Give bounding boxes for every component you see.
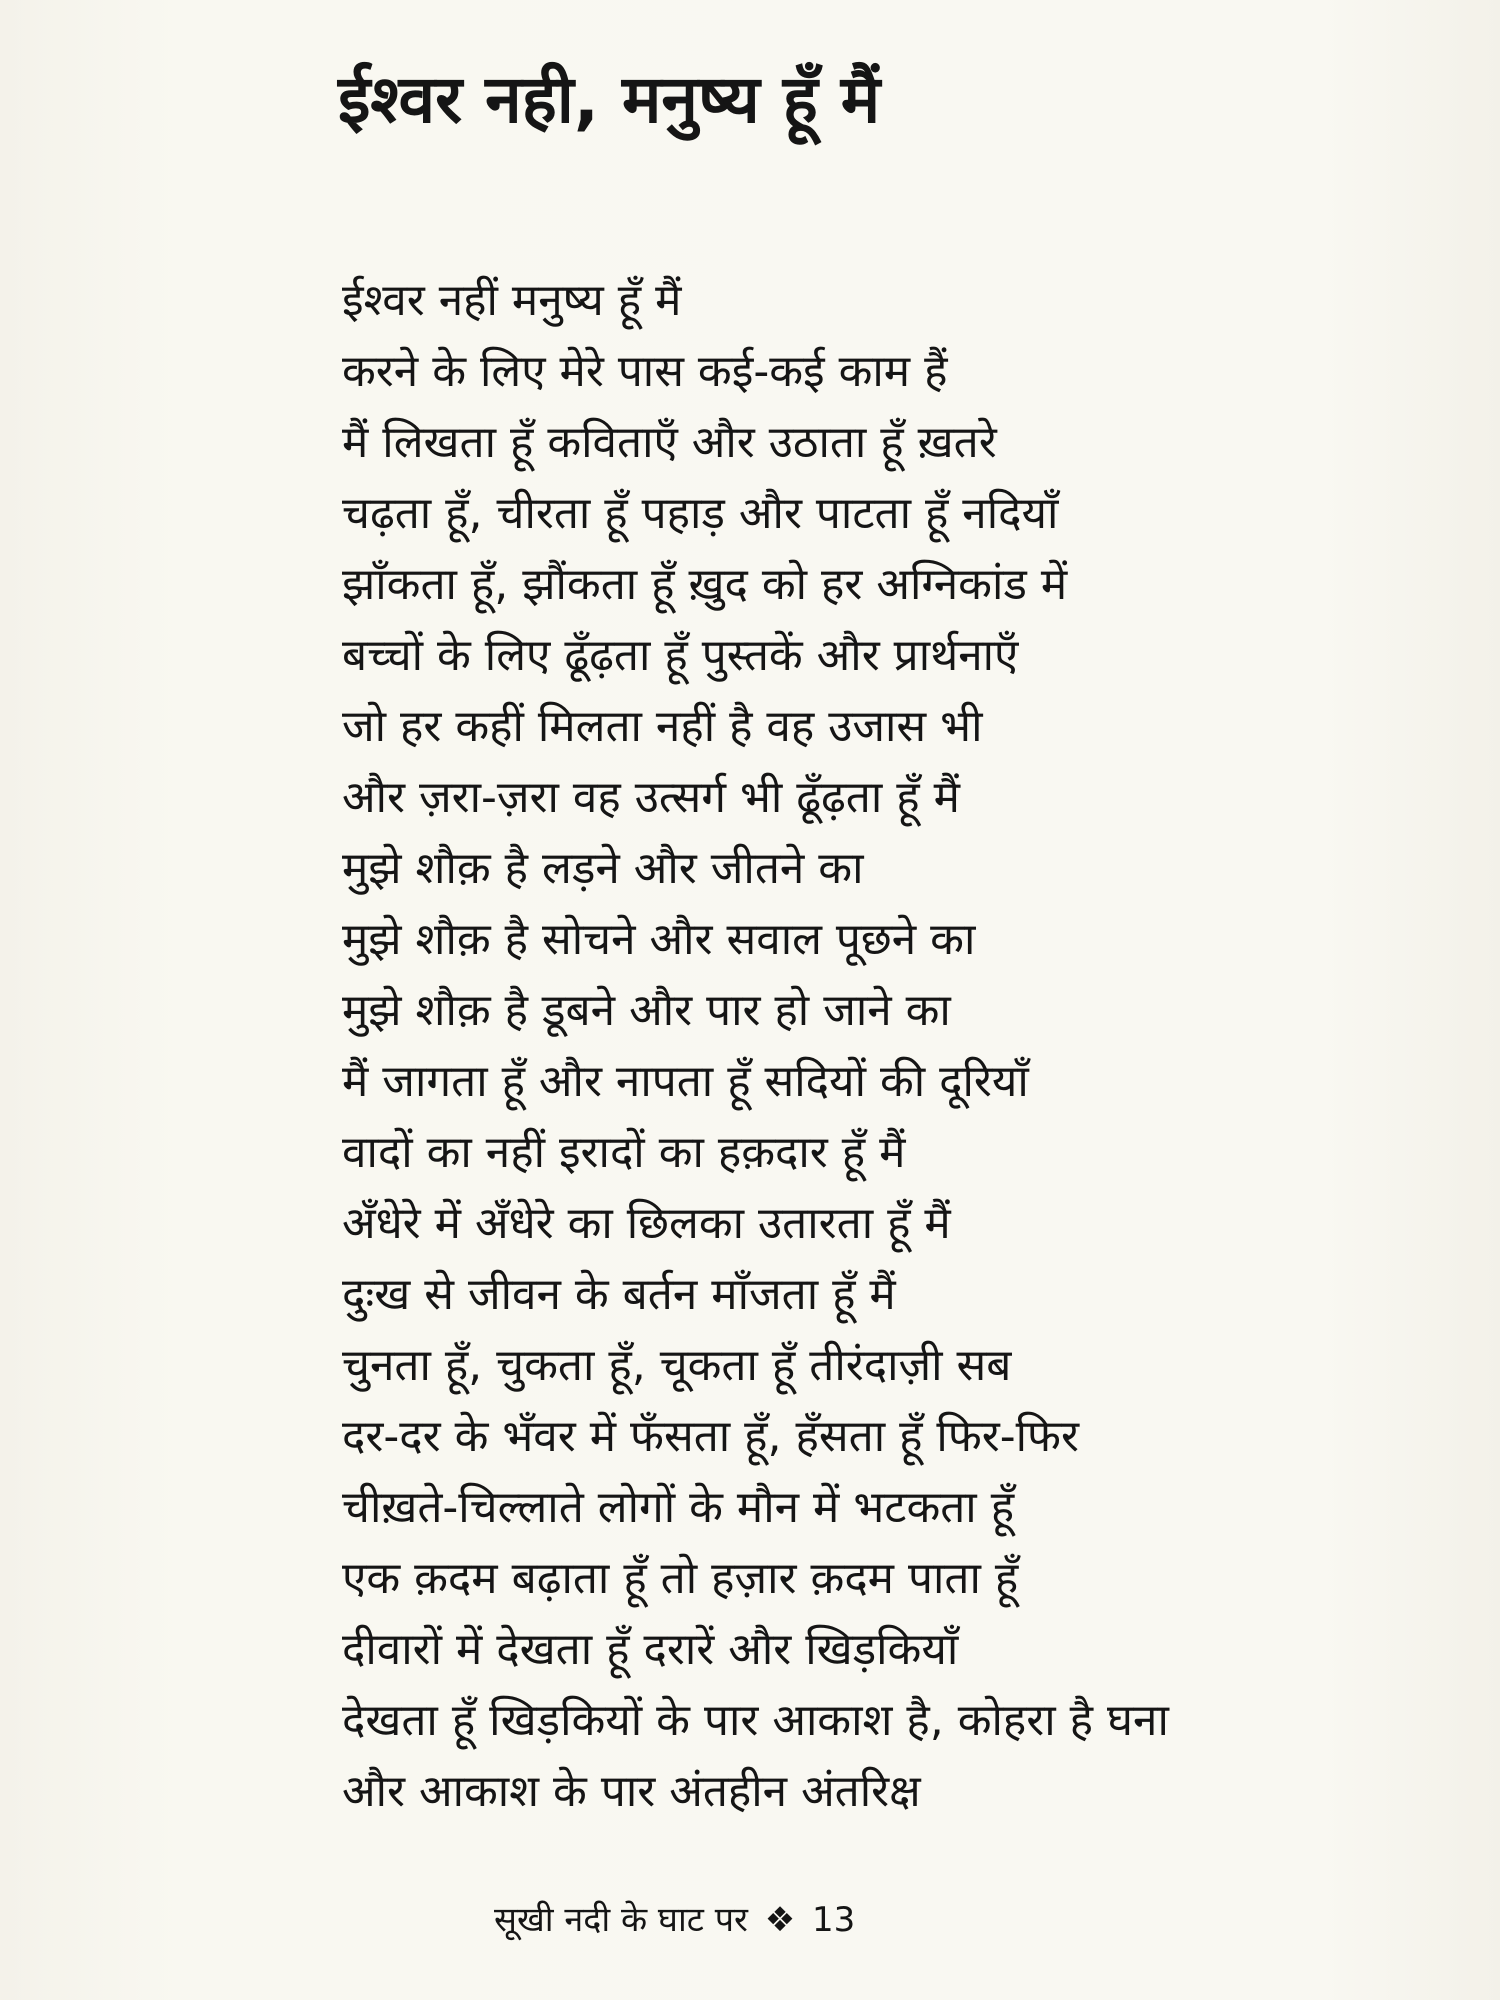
poem-line: दुःख से जीवन के बर्तन माँजता हूँ मैं: [342, 1269, 896, 1320]
ornament-icon: ❖: [764, 1900, 796, 1940]
poem-line: देखता हूँ खिड़कियों के पार आकाश है, कोहरा है घना: [342, 1695, 1169, 1746]
poem-line: वादों का नहीं इरादों का हक़दार हूँ मैं: [342, 1127, 906, 1178]
poem-line: दर-दर के भँवर में फँसता हूँ, हँसता हूँ फिर-फिर: [342, 1411, 1079, 1462]
poem-line: चढ़ता हूँ, चीरता हूँ पहाड़ और पाटता हूँ नदियाँ: [342, 488, 1059, 539]
poem-line: मैं जागता हूँ और नापता हूँ सदियों की दूरियाँ: [342, 1056, 1029, 1107]
poem-line: चीख़ते-चिल्लाते लोगों के मौन में भटकता हूँ: [342, 1482, 1015, 1533]
poem-line: मुझे शौक़ है सोचने और सवाल पूछने का: [342, 914, 976, 965]
poem-line: दीवारों में देखता हूँ दरारें और खिड़कियाँ: [342, 1624, 959, 1675]
page-number: 13: [812, 1900, 856, 1940]
poem-line: मुझे शौक़ है डूबने और पार हो जाने का: [342, 985, 951, 1036]
poem-line: और आकाश के पार अंतहीन अंतरिक्ष: [342, 1766, 921, 1817]
poem-line: झाँकता हूँ, झौंकता हूँ ख़ुद को हर अग्निकांड में: [342, 559, 1068, 610]
poem-line: मैं लिखता हूँ कविताएँ और उठाता हूँ ख़तरे: [342, 417, 997, 468]
book-title: सूखी नदी के घाट पर: [494, 1900, 748, 1940]
poem-line: एक क़दम बढ़ाता हूँ तो हज़ार क़दम पाता हूँ: [342, 1553, 1019, 1604]
poem-line: चुनता हूँ, चुकता हूँ, चूकता हूँ तीरंदाज़ी सब: [342, 1340, 1012, 1391]
poem-line: अँधेरे में अँधेरे का छिलका उतारता हूँ मैं: [342, 1198, 951, 1249]
poem-line: ईश्वर नहीं मनुष्य हूँ मैं: [342, 275, 682, 326]
poem-title: ईश्वर नही, मनुष्य हूँ मैं: [338, 61, 881, 138]
poem-line: बच्चों के लिए ढूँढ़ता हूँ पुस्तकें और प्रार्थनाएँ: [342, 630, 1019, 681]
poem-line: करने के लिए मेरे पास कई-कई काम हैं: [342, 346, 948, 397]
poem-line: और ज़रा-ज़रा वह उत्सर्ग भी ढूँढ़ता हूँ मैं: [342, 772, 960, 823]
poem-line: मुझे शौक़ है लड़ने और जीतने का: [342, 843, 864, 894]
poem-body: [342, 265, 1392, 1827]
page-footer: [494, 1900, 855, 1941]
poem-line: जो हर कहीं मिलता नहीं है वह उजास भी: [342, 701, 983, 752]
